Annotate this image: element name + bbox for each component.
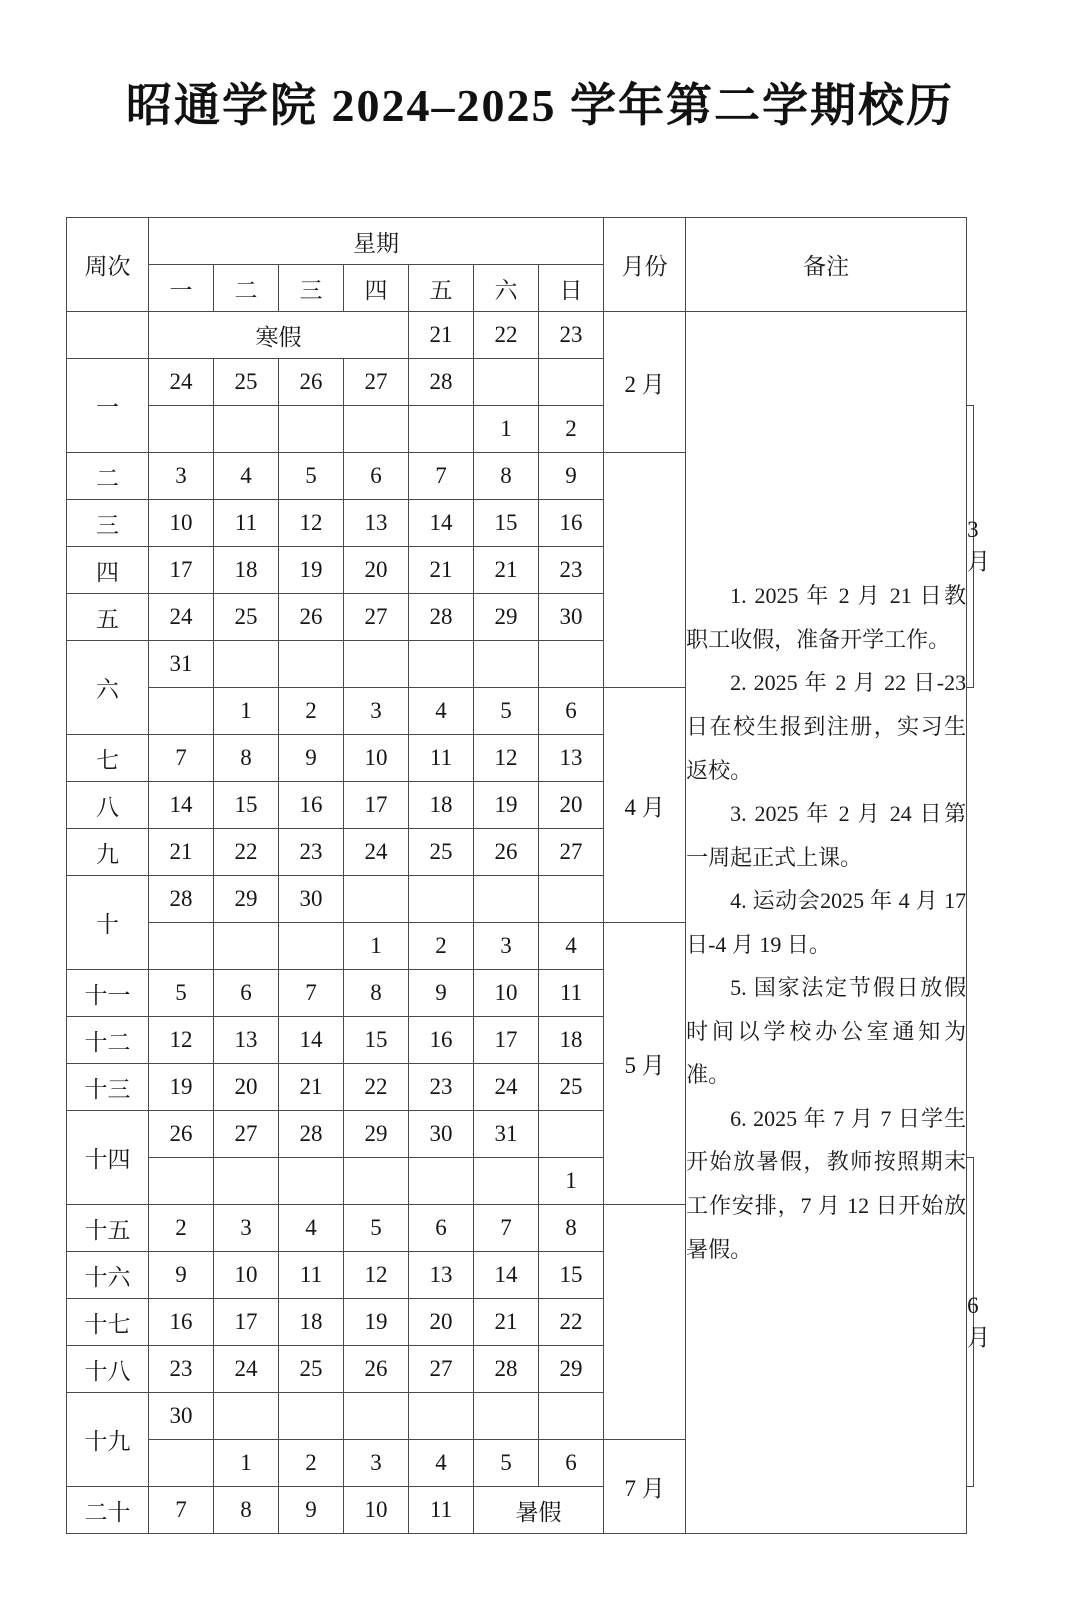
day-cell: 25 [214,359,279,406]
day-cell [409,1393,474,1440]
day-cell [279,641,344,688]
day-cell: 4 [409,688,474,735]
day-cell: 3 [149,453,214,500]
day-cell: 29 [474,594,539,641]
month-label-feb: 2 月 [604,312,686,453]
week-number: 三 [67,500,149,547]
week-number: 十三 [67,1064,149,1111]
day-cell: 7 [279,970,344,1017]
day-cell: 9 [409,970,474,1017]
day-cell: 1 [539,1158,604,1205]
day-cell: 23 [149,1346,214,1393]
day-cell [344,406,409,453]
day-cell: 6 [214,970,279,1017]
day-cell [279,1158,344,1205]
day-cell: 8 [539,1205,604,1252]
remark-item: 6. 2025 年 7 月 7 日学生开始放暑假，教师按照期末工作安排，7 月 12 日开始放暑假。 [686,1105,967,1262]
day-cell: 8 [474,453,539,500]
month-label-jul: 7 月 [604,1440,686,1534]
day-cell [474,876,539,923]
week-number: 六 [67,641,149,735]
day-cell: 14 [409,500,474,547]
day-cell [539,641,604,688]
day-cell [344,876,409,923]
day-cell [214,1158,279,1205]
day-cell [539,1393,604,1440]
calendar-table-container [66,217,1016,1534]
day-cell: 25 [539,1064,604,1111]
day-cell [214,406,279,453]
day-cell: 30 [539,594,604,641]
day-cell: 26 [344,1346,409,1393]
day-cell: 17 [214,1299,279,1346]
header-month: 月份 [604,218,686,312]
day-cell: 9 [539,453,604,500]
day-cell: 9 [149,1252,214,1299]
weekday-thu: 四 [344,265,409,312]
day-cell: 19 [344,1299,409,1346]
day-cell: 23 [409,1064,474,1111]
remark-item: 2. 2025 年 2 月 22 日-23 日在校生报到注册，实习生返校。 [686,670,967,783]
day-cell: 1 [474,406,539,453]
day-cell: 17 [474,1017,539,1064]
week-number: 十 [67,876,149,970]
day-cell [409,406,474,453]
day-cell: 5 [279,453,344,500]
winter-vacation-label: 寒假 [149,312,409,359]
table-row [67,312,974,359]
day-cell: 10 [344,735,409,782]
day-cell: 20 [214,1064,279,1111]
day-cell: 27 [344,359,409,406]
day-cell: 1 [344,923,409,970]
day-cell: 15 [539,1252,604,1299]
weekday-sat: 六 [474,265,539,312]
day-cell [214,923,279,970]
day-cell: 22 [214,829,279,876]
day-cell: 21 [409,547,474,594]
day-cell [539,1111,604,1158]
day-cell [344,1158,409,1205]
day-cell [279,1393,344,1440]
day-cell [344,1393,409,1440]
day-cell [149,923,214,970]
day-cell [474,641,539,688]
day-cell: 20 [539,782,604,829]
day-cell [409,1158,474,1205]
day-cell: 19 [474,782,539,829]
day-cell: 26 [279,359,344,406]
day-cell: 3 [344,1440,409,1487]
day-cell: 27 [539,829,604,876]
day-cell: 24 [344,829,409,876]
day-cell: 15 [474,500,539,547]
day-cell: 12 [279,500,344,547]
day-cell [279,406,344,453]
day-cell: 2 [279,1440,344,1487]
day-cell: 15 [344,1017,409,1064]
day-cell: 12 [344,1252,409,1299]
day-cell: 1 [214,1440,279,1487]
day-cell: 9 [279,735,344,782]
week-number: 十四 [67,1111,149,1205]
week-number: 十五 [67,1205,149,1252]
day-cell: 8 [214,735,279,782]
day-cell: 24 [149,359,214,406]
day-cell: 23 [539,547,604,594]
day-cell [214,641,279,688]
day-cell: 30 [279,876,344,923]
day-cell: 26 [474,829,539,876]
day-cell: 20 [344,547,409,594]
day-cell: 28 [409,594,474,641]
weekday-tue: 二 [214,265,279,312]
day-cell: 23 [279,829,344,876]
remark-item: 1. 2025 年 2 月 21 日教职工收假，准备开学工作。 [686,583,967,652]
day-cell: 8 [344,970,409,1017]
day-cell: 6 [539,688,604,735]
day-cell: 18 [539,1017,604,1064]
day-cell: 21 [474,547,539,594]
day-cell: 8 [214,1487,279,1534]
day-cell [409,876,474,923]
day-cell: 3 [474,923,539,970]
day-cell: 11 [539,970,604,1017]
day-cell: 25 [279,1346,344,1393]
day-cell: 16 [279,782,344,829]
day-cell: 31 [149,641,214,688]
day-cell: 21 [409,312,474,359]
day-cell: 2 [409,923,474,970]
day-cell: 21 [149,829,214,876]
day-cell: 21 [279,1064,344,1111]
weekday-wed: 三 [279,265,344,312]
day-cell: 10 [149,500,214,547]
day-cell: 16 [409,1017,474,1064]
header-weekday-group: 星期 [149,218,604,265]
day-cell: 25 [214,594,279,641]
day-cell: 2 [539,406,604,453]
day-cell: 16 [149,1299,214,1346]
day-cell: 29 [344,1111,409,1158]
day-cell: 11 [409,1487,474,1534]
day-cell: 30 [409,1111,474,1158]
weekday-fri: 五 [409,265,474,312]
day-cell: 6 [344,453,409,500]
week-number: 四 [67,547,149,594]
day-cell: 3 [214,1205,279,1252]
day-cell: 14 [474,1252,539,1299]
day-cell: 2 [149,1205,214,1252]
day-cell: 17 [344,782,409,829]
day-cell: 6 [409,1205,474,1252]
day-cell: 10 [474,970,539,1017]
day-cell: 21 [474,1299,539,1346]
week-number: 八 [67,782,149,829]
day-cell: 16 [539,500,604,547]
day-cell: 23 [539,312,604,359]
day-cell: 3 [344,688,409,735]
month-label-jun: 6 月 [967,1158,974,1487]
day-cell: 29 [214,876,279,923]
remark-item: 3. 2025 年 2 月 24 日第一周起正式上课。 [686,801,967,870]
day-cell: 14 [149,782,214,829]
day-cell: 31 [474,1111,539,1158]
day-cell: 5 [474,688,539,735]
table-header-row-top [67,218,974,265]
day-cell: 11 [409,735,474,782]
day-cell: 27 [214,1111,279,1158]
month-label-may: 5 月 [604,923,686,1205]
week-number: 九 [67,829,149,876]
day-cell: 9 [279,1487,344,1534]
day-cell [474,1158,539,1205]
day-cell [409,641,474,688]
day-cell: 27 [409,1346,474,1393]
week-number: 一 [67,359,149,453]
day-cell: 22 [474,312,539,359]
day-cell: 24 [149,594,214,641]
day-cell: 1 [214,688,279,735]
day-cell [474,1393,539,1440]
day-cell: 17 [149,547,214,594]
day-cell: 18 [409,782,474,829]
day-cell: 4 [214,453,279,500]
day-cell: 28 [279,1111,344,1158]
week-number: 十二 [67,1017,149,1064]
header-week-no: 周次 [67,218,149,312]
day-cell: 10 [344,1487,409,1534]
day-cell: 26 [279,594,344,641]
day-cell: 7 [474,1205,539,1252]
day-cell: 19 [149,1064,214,1111]
week-number: 二十 [67,1487,149,1534]
day-cell: 2 [279,688,344,735]
day-cell: 10 [214,1252,279,1299]
day-cell: 7 [409,453,474,500]
day-cell: 5 [149,970,214,1017]
day-cell: 24 [474,1064,539,1111]
week-number [67,312,149,359]
day-cell [214,1393,279,1440]
day-cell: 18 [214,547,279,594]
day-cell: 30 [149,1393,214,1440]
day-cell [539,359,604,406]
week-number: 十六 [67,1252,149,1299]
month-label-mar: 3 月 [967,406,974,688]
day-cell: 26 [149,1111,214,1158]
day-cell: 13 [539,735,604,782]
day-cell [539,876,604,923]
day-cell: 12 [474,735,539,782]
academic-calendar-table [66,217,991,1534]
day-cell: 19 [279,547,344,594]
day-cell: 13 [409,1252,474,1299]
day-cell [474,359,539,406]
page-title: 昭通学院 2024–2025 学年第二学期校历 [126,80,954,131]
month-label-apr: 4 月 [604,688,686,923]
day-cell: 28 [474,1346,539,1393]
day-cell [149,1158,214,1205]
day-cell: 14 [279,1017,344,1064]
week-number: 七 [67,735,149,782]
day-cell: 28 [409,359,474,406]
day-cell: 5 [474,1440,539,1487]
day-cell: 4 [539,923,604,970]
day-cell: 11 [214,500,279,547]
day-cell: 24 [214,1346,279,1393]
remarks-cell [686,312,967,1534]
day-cell: 22 [344,1064,409,1111]
day-cell [149,1440,214,1487]
weekday-mon: 一 [149,265,214,312]
week-number: 十八 [67,1346,149,1393]
day-cell: 12 [149,1017,214,1064]
day-cell: 4 [409,1440,474,1487]
day-cell: 25 [409,829,474,876]
remark-item: 5. 国家法定节假日放假时间以学校办公室通知为准。 [686,975,967,1088]
day-cell [149,406,214,453]
day-cell: 11 [279,1252,344,1299]
week-number: 五 [67,594,149,641]
day-cell: 7 [149,735,214,782]
day-cell: 13 [214,1017,279,1064]
day-cell: 6 [539,1440,604,1487]
summer-vacation-label: 暑假 [474,1487,604,1534]
day-cell: 15 [214,782,279,829]
day-cell: 22 [539,1299,604,1346]
remark-item: 4. 运动会2025 年 4 月 17 日-4 月 19 日。 [686,888,967,957]
week-number: 十七 [67,1299,149,1346]
week-number: 二 [67,453,149,500]
day-cell: 4 [279,1205,344,1252]
day-cell [344,641,409,688]
day-cell [279,923,344,970]
day-cell: 5 [344,1205,409,1252]
day-cell [149,688,214,735]
day-cell: 28 [149,876,214,923]
day-cell: 13 [344,500,409,547]
day-cell: 27 [344,594,409,641]
header-remarks: 备注 [686,218,967,312]
day-cell: 18 [279,1299,344,1346]
week-number: 十九 [67,1393,149,1487]
week-number: 十一 [67,970,149,1017]
day-cell: 20 [409,1299,474,1346]
weekday-sun: 日 [539,265,604,312]
day-cell: 7 [149,1487,214,1534]
day-cell: 29 [539,1346,604,1393]
